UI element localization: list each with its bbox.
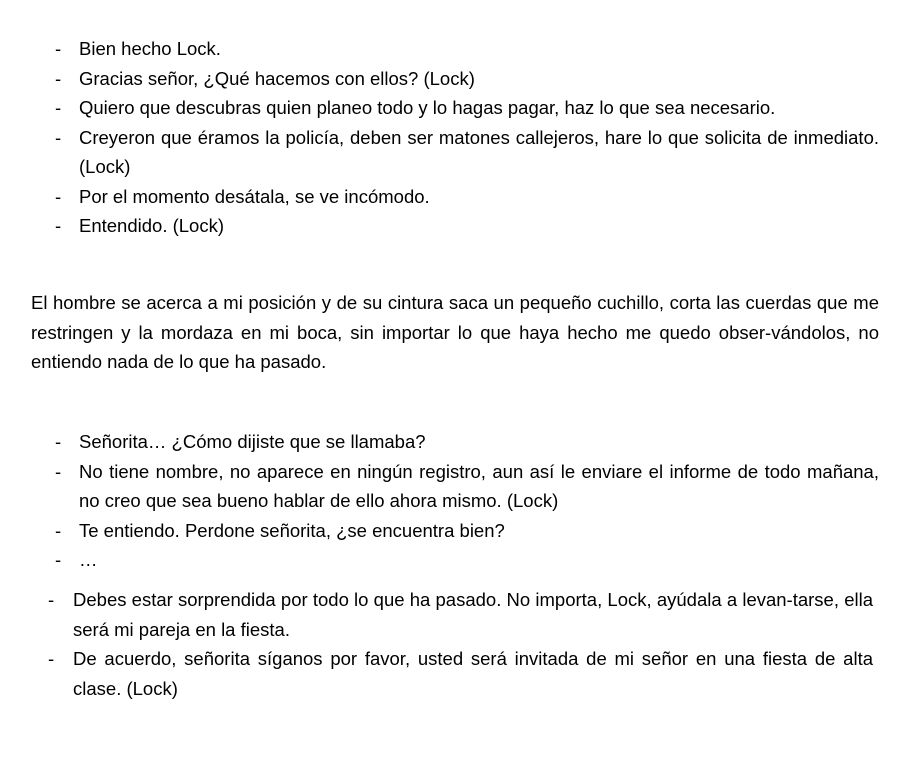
dash-marker: - — [55, 519, 62, 541]
dash-marker: - — [55, 38, 62, 59]
dash-marker: - — [55, 126, 62, 148]
dialogue-text: Quiero que descubras quien planeo todo y lo hagas pagar, haz lo que sea necesario. — [79, 97, 776, 118]
dialogue-text: Debes estar sorprendida por todo lo que ha pasado. No importa, Lock, ayúdala a levan-tarse, ella será mi pareja en la fiesta. — [73, 589, 873, 640]
dialogue-line — [55, 123, 879, 182]
dialogue-line — [55, 64, 879, 94]
dialogue-line — [55, 545, 879, 575]
narrative-paragraph: El hombre se acerca a mi posición y de su cintura saca un pequeño cuchillo, corta las cuerdas que me restringen y la mordaza en mi boca, sin importar lo que haya hecho me quedo obser-vándolos, no entiendo nada de lo que ha pasado. — [31, 292, 879, 372]
dialogue-line — [48, 644, 873, 703]
dialogue-line — [55, 457, 879, 516]
dialogue-text: Entendido. (Lock) — [79, 215, 225, 236]
dialogue-text: Bien hecho Lock. — [79, 38, 221, 59]
dialogue-list-2 — [55, 427, 879, 575]
dash-marker: - — [55, 67, 62, 89]
dialogue-line — [55, 211, 879, 241]
dialogue-text: … — [79, 549, 98, 570]
dialogue-line — [55, 34, 879, 64]
dash-marker: - — [48, 648, 55, 669]
dialogue-line — [55, 93, 879, 123]
dash-marker: - — [48, 589, 55, 610]
dialogue-line — [55, 516, 879, 546]
dialogue-text: De acuerdo, señorita síganos por favor, usted será invitada de mi señor en una fiesta de alta clase. (Lock) — [73, 648, 873, 699]
dash-marker: - — [55, 185, 62, 207]
dialogue-text: Creyeron que éramos la policía, deben ser matones callejeros, hare lo que solicita de inmediato. (Lock) — [79, 126, 879, 177]
dash-marker: - — [55, 431, 62, 452]
dialogue-list-1 — [55, 34, 879, 241]
dialogue-text: Señorita… ¿Cómo dijiste que se llamaba? — [79, 431, 426, 452]
dash-marker: - — [55, 97, 62, 118]
dialogue-line — [55, 427, 879, 457]
dialogue-text: Te entiendo. Perdone señorita, ¿se encuentra bien? — [79, 519, 505, 541]
dialogue-line — [48, 585, 873, 644]
dialogue-text: Por el momento desátala, se ve incómodo. — [79, 185, 430, 207]
dash-marker: - — [55, 460, 62, 482]
dash-marker: - — [55, 215, 62, 236]
dialogue-text: No tiene nombre, no aparece en ningún registro, aun así le enviare el informe de todo mañana, no creo que sea bueno hablar de ello ahora mismo. (Lock) — [79, 460, 879, 511]
dialogue-line — [55, 182, 879, 212]
dialogue-list-3 — [48, 585, 873, 703]
dash-marker: - — [55, 549, 62, 570]
dialogue-text: Gracias señor, ¿Qué hacemos con ellos? (Lock) — [79, 67, 475, 89]
